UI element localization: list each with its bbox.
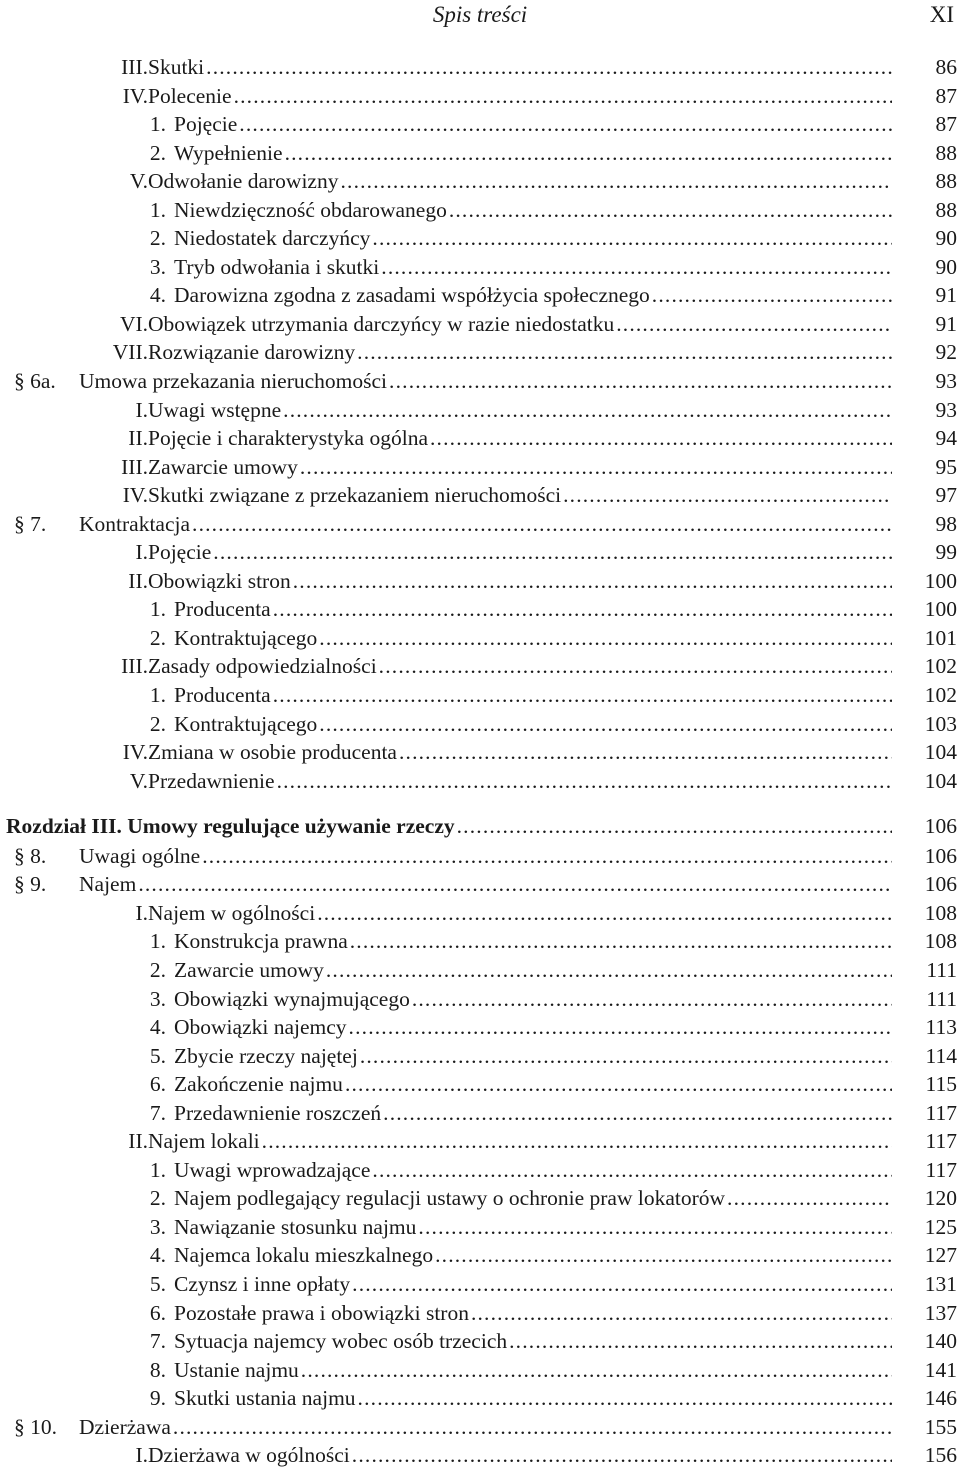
toc-entry-number: 1. [149,112,166,137]
dot-leader [412,985,892,1014]
toc-entry-number: I. [135,540,148,565]
toc-entry-title: Odwołanie darowizny [148,169,339,194]
toc-entry [0,956,960,985]
toc-entry-number: IV. [122,83,148,108]
running-header [0,0,960,34]
toc-entry-page: 95 [935,454,957,479]
toc-entry-number: IV. [122,483,148,508]
toc-entry-page: 98 [935,511,957,536]
dot-leader [350,927,892,956]
dot-leader [349,1013,892,1042]
toc-entry-title: Zawarcie umowy [148,454,298,479]
toc-entry-page: 146 [924,1386,957,1411]
toc-entry [0,652,960,681]
dot-leader [319,624,892,653]
toc-entry-number: 5. [149,1043,166,1068]
toc-entry-title: Obowiązek utrzymania darczyńcy w razie niedostatku [148,311,615,336]
dot-leader [301,1356,892,1385]
toc-entry-page: 113 [925,1015,957,1040]
toc-entry-page: 99 [935,540,957,565]
toc-entry-title: Dzierżawa w ogólności [148,1443,350,1468]
dot-leader [379,652,892,681]
toc-entry-number: 2. [149,140,166,165]
toc-entry-page: 93 [935,397,957,422]
toc-entry [0,870,960,899]
dot-leader [173,1413,892,1442]
toc-entry [0,1213,960,1242]
toc-entry [0,1013,960,1042]
toc-entry-number: 5. [149,1271,166,1296]
toc-entry [0,595,960,624]
toc-entry-page: 108 [924,929,957,954]
dot-leader [471,1299,892,1328]
toc-entry-page: 120 [924,1186,957,1211]
dot-leader [360,1042,892,1071]
toc-entry [0,624,960,653]
toc-entry-number: 2. [149,226,166,251]
toc-entry [0,710,960,739]
toc-entry-title: Darowizna zgodna z zasadami współżycia społecznego [174,283,650,308]
toc-entry-page: 137 [924,1300,957,1325]
toc-entry-title: Niewdzięczność obdarowanego [174,197,447,222]
toc-entry [0,310,960,339]
toc-entry-title: Niedostatek darczyńcy [174,226,371,251]
toc-entry-title: Kontraktującego [174,711,318,736]
toc-entry-page: 104 [924,768,957,793]
dot-leader [418,1213,892,1242]
toc-entry [0,338,960,367]
toc-entry-number: 9. [149,1386,166,1411]
toc-entry-number: II. [128,1129,148,1154]
toc-entry [0,224,960,253]
dot-leader [340,167,892,196]
toc-entry-number: V. [129,169,148,194]
dot-leader [352,1270,892,1299]
toc-entry-number: 8. [149,1357,166,1382]
dot-leader [273,595,892,624]
toc-entry-number: 7. [149,1100,166,1125]
toc-entry-title: Obowiązki stron [148,568,291,593]
dot-leader [372,224,892,253]
toc-entry-number: 3. [149,254,166,279]
toc-entry-title: Kontraktującego [174,625,318,650]
toc-entry-page: 111 [926,986,957,1011]
toc-entry-page: 104 [924,740,957,765]
toc-entry-title: Dzierżawa [79,1414,171,1439]
toc-entry-number: 4. [149,1015,166,1040]
toc-entry-page: 141 [924,1357,957,1382]
toc-entry-number: IV. [122,740,148,765]
toc-entry-page: 100 [924,568,957,593]
toc-entry-page: 106 [924,872,957,897]
toc-entry [0,1156,960,1185]
toc-entry-title: Skutki ustania najmu [174,1386,356,1411]
toc-entry-number: 4. [149,283,166,308]
toc-entry [0,53,960,82]
toc-entry-page: 97 [935,483,957,508]
toc-entry-number: I. [135,900,148,925]
toc-entry-page: 87 [935,83,957,108]
toc-entry-number: § 7. [14,511,47,536]
toc-entry-page: 91 [935,283,957,308]
toc-entry-title: Konstrukcja prawna [174,929,348,954]
dot-leader [293,567,892,596]
dot-leader [277,767,892,796]
dot-leader [206,53,892,82]
toc-entry-title: Najem lokali [148,1129,260,1154]
toc-entry-page: 102 [924,654,957,679]
dot-leader [273,681,892,710]
toc-entry-page: 117 [925,1100,957,1125]
toc-entry-page: 155 [924,1414,957,1439]
toc-entry-number: 7. [149,1329,166,1354]
toc-entry [0,1441,960,1470]
dot-leader [449,196,892,225]
toc-entry-number: II. [128,426,148,451]
toc-entry-number: 6. [149,1300,166,1325]
dot-leader [234,82,892,111]
toc-entry-page: 140 [924,1329,957,1354]
toc-entry-number: III. [121,55,148,79]
dot-leader [358,1384,892,1413]
dot-leader [326,956,892,985]
dot-leader [389,367,892,396]
toc-entry-number: 1. [149,683,166,708]
toc-entry-title: Przedawnienie roszczeń [174,1100,382,1125]
toc-entry-title: Pojęcie [148,540,212,565]
toc-entry [0,927,960,956]
toc-entry-page: 131 [924,1271,957,1296]
dot-leader [317,899,892,928]
toc-entry-title: Najem [79,872,137,897]
toc-entry-number: 2. [149,711,166,736]
toc-entry-title: Uwagi ogólne [79,843,201,868]
toc-entry [0,1099,960,1128]
toc-entry [0,1042,960,1071]
toc-entry [0,899,960,928]
toc-entry [0,1070,960,1099]
toc-entry-page: 88 [935,169,957,194]
toc-entry [0,424,960,453]
toc-entry-title: Producenta [174,597,271,622]
dot-leader [192,510,892,539]
toc-entry-number: 2. [149,1186,166,1211]
toc-entry-page: 90 [935,254,957,279]
toc-entry-page: 156 [924,1443,957,1468]
toc-entry-title: Obowiązki wynajmującego [174,986,410,1011]
toc-entry [0,767,960,796]
toc-entry-number: III. [121,454,148,479]
toc-entry-title: Zasady odpowiedzialności [148,654,377,679]
page-number: XI [929,2,954,27]
toc-entry-page: 92 [935,340,957,365]
dot-leader [345,1070,892,1099]
toc-entry [0,367,960,396]
dot-leader [202,842,892,871]
toc-entry-number: II. [128,568,148,593]
dot-leader [357,338,892,367]
toc-entry-title: Nawiązanie stosunku najmu [174,1214,417,1239]
toc-entry-title: Pojęcie i charakterystyka ogólna [148,426,428,451]
toc-entry-page: 88 [935,140,957,165]
dot-leader [213,538,892,567]
dot-leader [300,453,892,482]
toc-entry-number: 1. [149,597,166,622]
toc-entry-title: Zawarcie umowy [174,957,324,982]
toc-entry-title: Skutki związane z przekazaniem nieruchomości [148,483,562,508]
toc-entry-number: III. [121,654,148,679]
dot-leader [435,1241,892,1270]
dot-leader [383,1099,892,1128]
dot-leader [509,1327,892,1356]
toc-entry-page: 87 [935,112,957,137]
toc-entry-page: 91 [935,311,957,336]
toc-entry-page: 106 [924,814,957,839]
toc-entry [0,1384,960,1413]
toc-entry-title: Najem podlegający regulacji ustawy o ochronie praw lokatorów [174,1186,726,1211]
toc-entry [0,281,960,310]
toc-entry [0,396,960,425]
toc-entry-title: Polecenie [148,83,232,108]
toc-entry-title: Czynsz i inne opłaty [174,1271,351,1296]
running-title: Spis treści [432,2,528,27]
toc-entry-page: 90 [935,226,957,251]
dot-leader [138,870,892,899]
toc-entry-title: Tryb odwołania i skutki [174,254,380,279]
toc-entry-page: 127 [924,1243,957,1268]
dot-leader [352,1441,892,1470]
toc-entry [0,167,960,196]
table-of-contents [0,53,960,1470]
toc-entry [0,253,960,282]
dot-leader [727,1184,892,1213]
toc-entry-title: Przedawnienie [148,768,275,793]
toc-entry-title: Zmiana w osobie producenta [148,740,397,765]
toc-entry-page: 125 [924,1214,957,1239]
toc-entry-title: Najem w ogólności [148,900,316,925]
toc-entry-page: 93 [935,369,957,394]
toc-entry-title: Skutki [148,55,205,79]
toc-entry [0,985,960,1014]
toc-entry [0,1356,960,1385]
toc-entry-page: 106 [924,843,957,868]
toc-entry-number: 1. [149,929,166,954]
toc-entry-number: 6. [149,1072,166,1097]
toc-entry-title: Uwagi wstępne [148,397,282,422]
toc-entry-title: Zbycie rzeczy najętej [174,1043,358,1068]
toc-entry-page: 108 [924,900,957,925]
dot-leader [239,110,892,139]
toc-entry-number: V. [129,768,148,793]
toc-entry-title: Uwagi wprowadzające [174,1157,371,1182]
toc-entry-number: VII. [112,340,148,365]
toc-entry [0,510,960,539]
toc-entry-page: 103 [924,711,957,736]
toc-entry [0,1184,960,1213]
toc-entry-page: 114 [925,1043,957,1068]
toc-entry-number: § 6a. [14,369,56,394]
dot-leader [652,281,892,310]
toc-entry-number: I. [135,1443,148,1468]
dot-leader [457,812,892,841]
toc-entry [0,481,960,510]
toc-entry-page: 101 [924,625,957,650]
toc-entry [0,110,960,139]
toc-entry-title: Umowa przekazania nieruchomości [79,369,388,394]
toc-entry [0,139,960,168]
dot-leader [399,738,892,767]
toc-entry-page: 88 [935,197,957,222]
toc-entry [0,1299,960,1328]
toc-entry-title: Pozostałe prawa i obowiązki stron [174,1300,469,1325]
toc-entry-number: I. [135,397,148,422]
toc-entry-number: 3. [149,986,166,1011]
dot-leader [283,396,892,425]
toc-entry [0,567,960,596]
toc-entry-number: 1. [149,1157,166,1182]
dot-leader [616,310,892,339]
toc-entry [0,681,960,710]
dot-leader [430,424,892,453]
dot-leader [381,253,892,282]
toc-entry-page: 117 [925,1157,957,1182]
toc-entry-title: Zakończenie najmu [174,1072,343,1097]
toc-entry-page: 115 [925,1072,957,1097]
toc-entry-title: Producenta [174,683,271,708]
toc-entry-title: Najemca lokalu mieszkalnego [174,1243,434,1268]
toc-entry [0,1127,960,1156]
toc-entry-number: 4. [149,1243,166,1268]
toc-entry-title: Ustanie najmu [174,1357,299,1382]
toc-chapter-entry [0,812,960,841]
toc-entry-number: § 8. [14,843,47,868]
toc-entry-title: Sytuacja najemcy wobec osób trzecich [174,1329,508,1354]
toc-entry-number: § 10. [14,1414,57,1439]
dot-leader [319,710,892,739]
toc-entry-page: 94 [935,426,957,451]
toc-entry [0,842,960,871]
toc-entry-title: Kontraktacja [79,511,191,536]
toc-entry-number: § 9. [14,872,47,897]
toc-entry [0,1413,960,1442]
toc-entry-page: 86 [935,55,957,79]
toc-entry [0,82,960,111]
toc-entry-page: 102 [924,683,957,708]
toc-entry [0,196,960,225]
toc-entry [0,453,960,482]
toc-entry-number: 2. [149,625,166,650]
toc-entry-number: VI. [119,311,148,336]
toc-entry-title: Rozwiązanie darowizny [148,340,356,365]
toc-entry-title: Wypełnienie [174,140,283,165]
dot-leader [372,1156,892,1185]
toc-entry-number: 1. [149,197,166,222]
toc-entry-title: Pojęcie [174,112,238,137]
toc-entry-title: Rozdział III. Umowy regulujące używanie rzeczy [6,814,455,839]
toc-entry-page: 117 [925,1129,957,1154]
toc-entry-page: 111 [926,957,957,982]
dot-leader [563,481,892,510]
toc-entry [0,1327,960,1356]
dot-leader [262,1127,892,1156]
toc-entry [0,738,960,767]
toc-entry-number: 3. [149,1214,166,1239]
toc-entry-page: 100 [924,597,957,622]
toc-entry-title: Obowiązki najemcy [174,1015,347,1040]
toc-entry [0,1270,960,1299]
toc-entry-number: 2. [149,957,166,982]
toc-entry [0,538,960,567]
dot-leader [285,139,892,168]
toc-entry [0,1241,960,1270]
